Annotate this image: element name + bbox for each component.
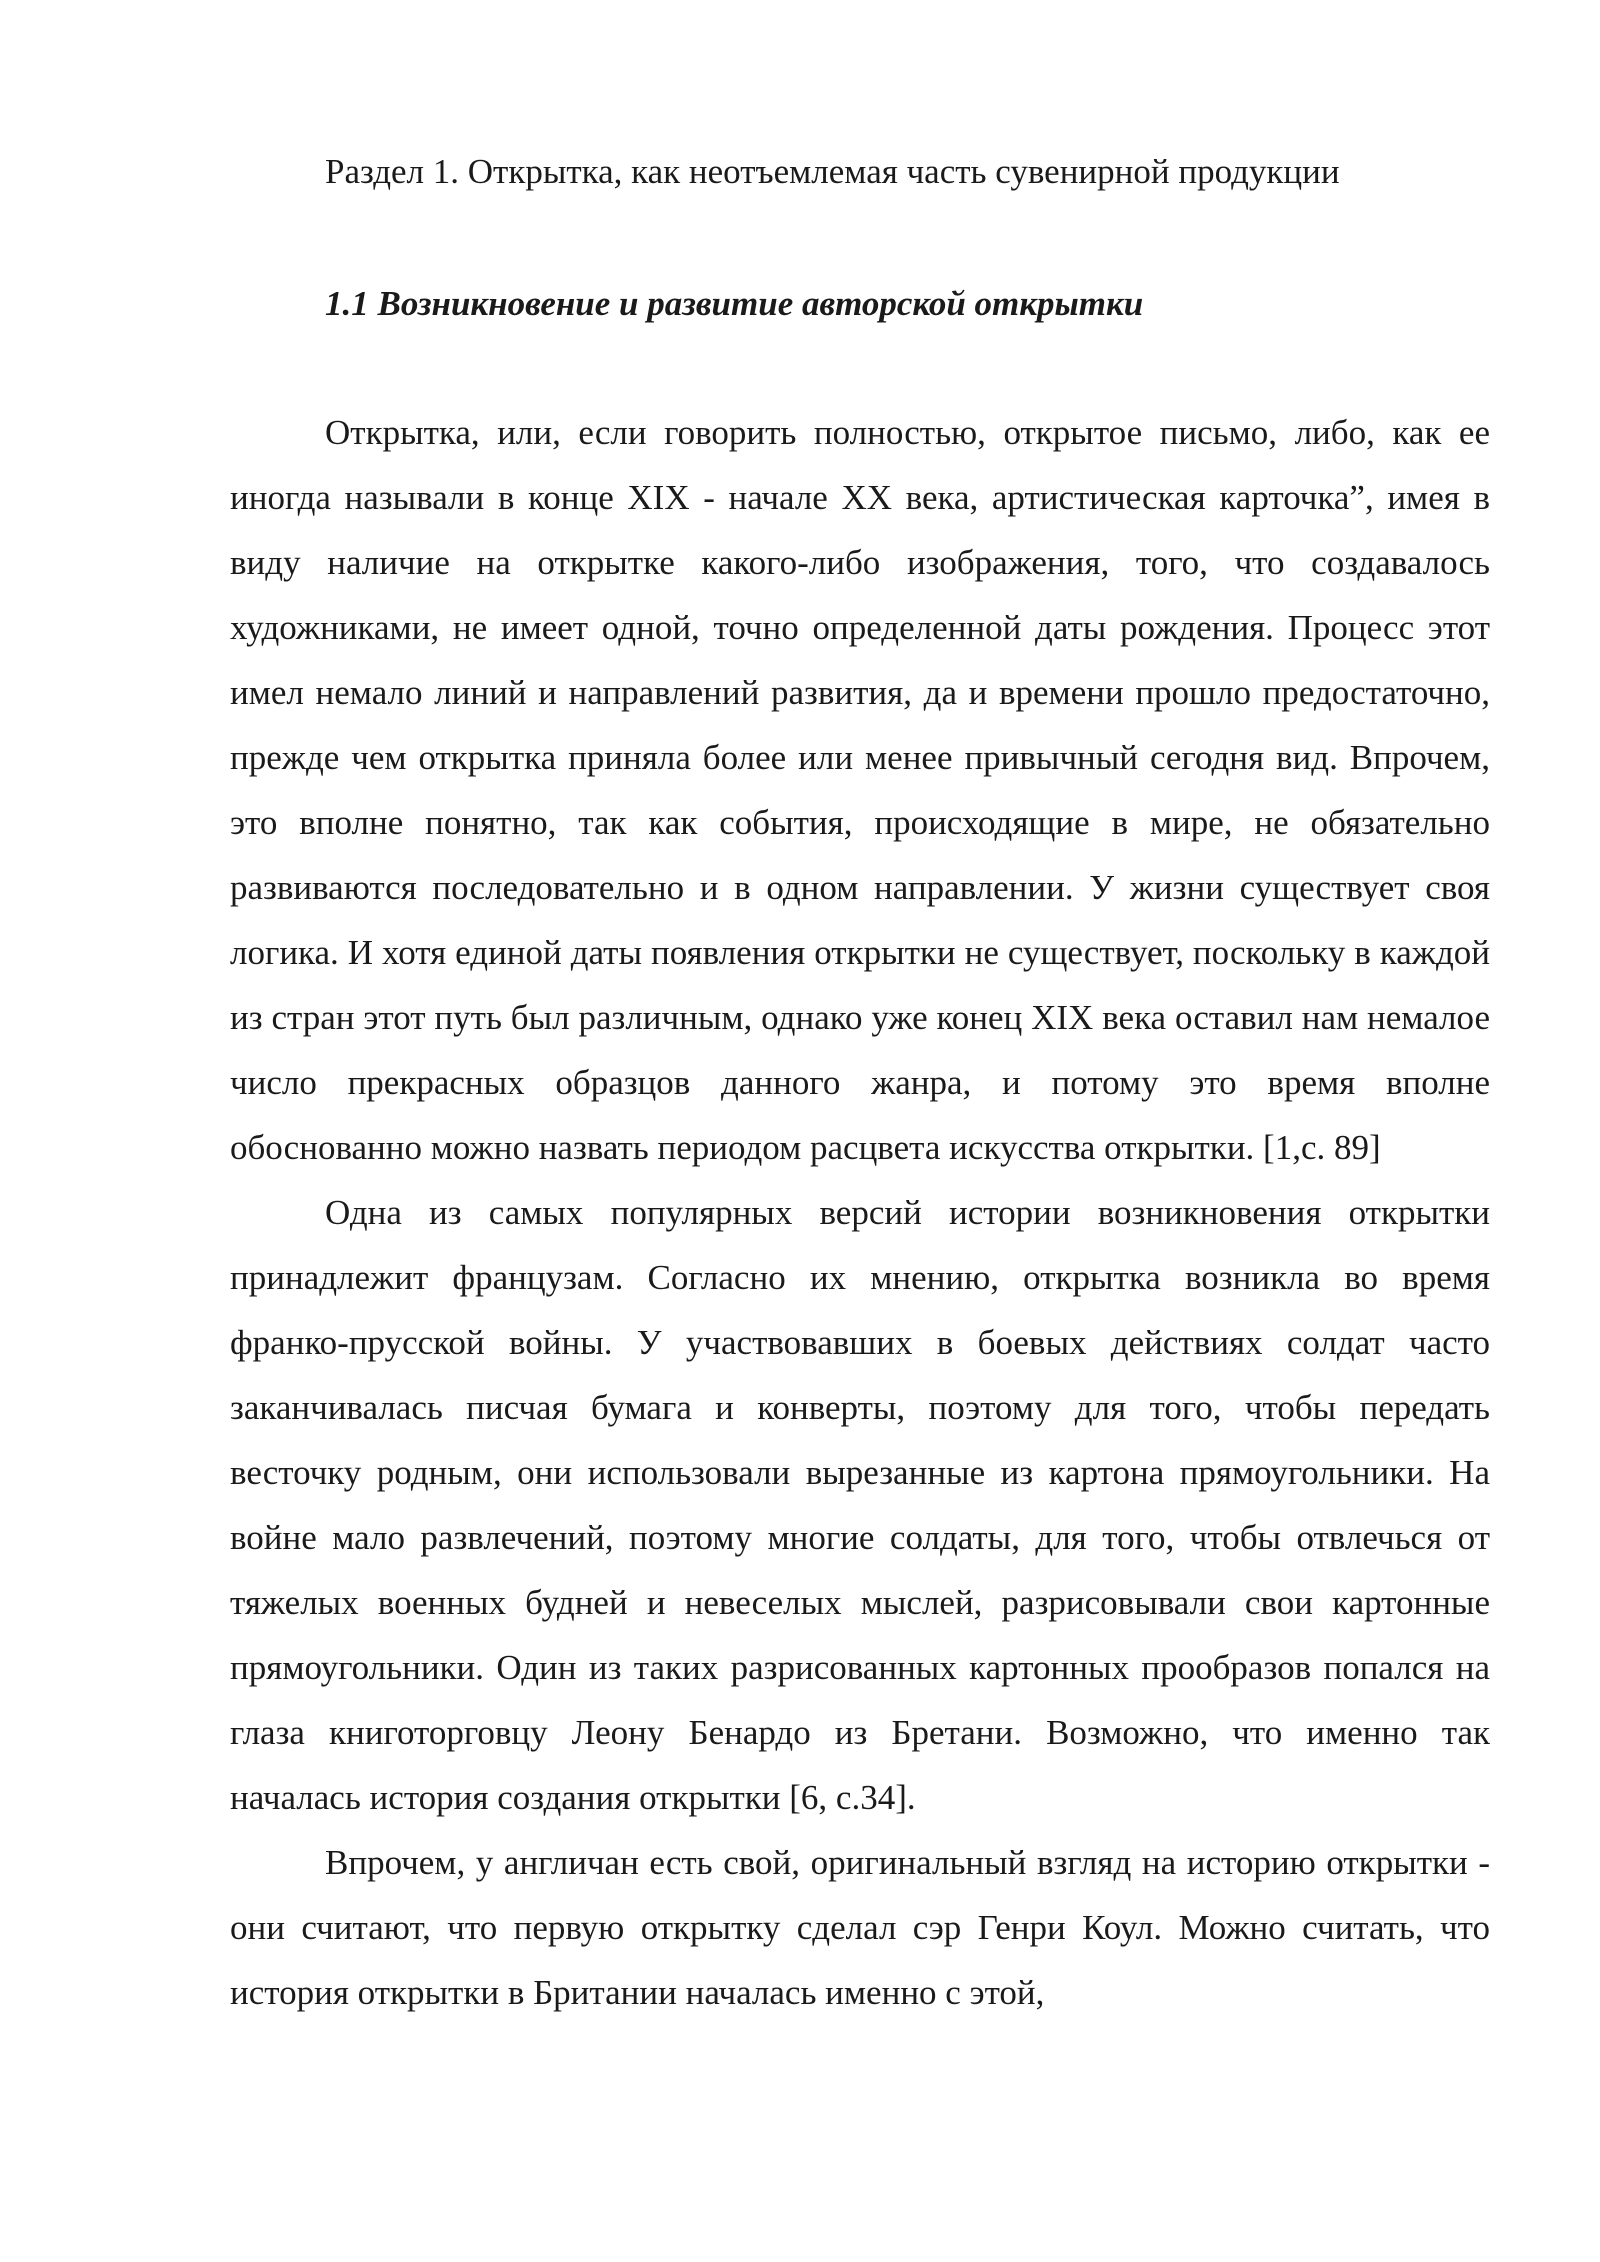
subsection-title: 1.1 Возникновение и развитие авторской открытки xyxy=(325,284,1144,323)
paragraph-1: Открытка, или, если говорить полностью, открытое письмо, либо, как ее иногда называли в конце XIX - начале XX века, артистическая карточка”, имея в виду наличие на открытке какого-либо изображения, того, что создавалось художниками, не имеет одной, точно определенной даты рождения. Процесс этот имел немало линий и направлений развития, да и времени прошло предостаточно, прежде чем открытка приняла более или менее привычный сегодня вид. Впрочем, это вполне понятно, так как события, происходящие в мире, не обязательно развиваются последовательно и в одном направлении. У жизни существует своя логика. И хотя единой даты появления открытки не существует, поскольку в каждой из стран этот путь был различным, однако уже конец XIX века оставил нам немалое число прекрасных образцов данного жанра, и потому это время вполне обоснованно можно назвать периодом расцвета искусства открытки. [1,с. 89] xyxy=(230,413,1490,1167)
paragraph-2: Одна из самых популярных версий истории возникновения открытки принадлежит французам. Согласно их мнению, открытка возникла во время франко-прусской войны. У участвовавших в боевых действиях солдат часто заканчивалась писчая бумага и конверты, поэтому для того, чтобы передать весточку родным, они использовали вырезанные из картона прямоугольники. На войне мало развлечений, поэтому многие солдаты, для того, чтобы отвлечься от тяжелых военных будней и невеселых мыслей, разрисовывали свои картонные прямоугольники. Один из таких разрисованных картонных прообразов попался на глаза книготорговцу Леону Бенардо из Бретани. Возможно, что именно так началась история создания открытки [6, с.34]. xyxy=(230,1193,1490,1817)
body-text xyxy=(230,400,1490,2025)
paragraph-3: Впрочем, у англичан есть свой, оригинальный взгляд на историю открытки - они считают, что первую открытку сделал сэр Генри Коул. Можно считать, что история открытки в Британии началась именно с этой, xyxy=(230,1843,1490,2012)
section-title: Раздел 1. Открытка, как неотъемлемая часть сувенирной продукции xyxy=(325,152,1340,191)
